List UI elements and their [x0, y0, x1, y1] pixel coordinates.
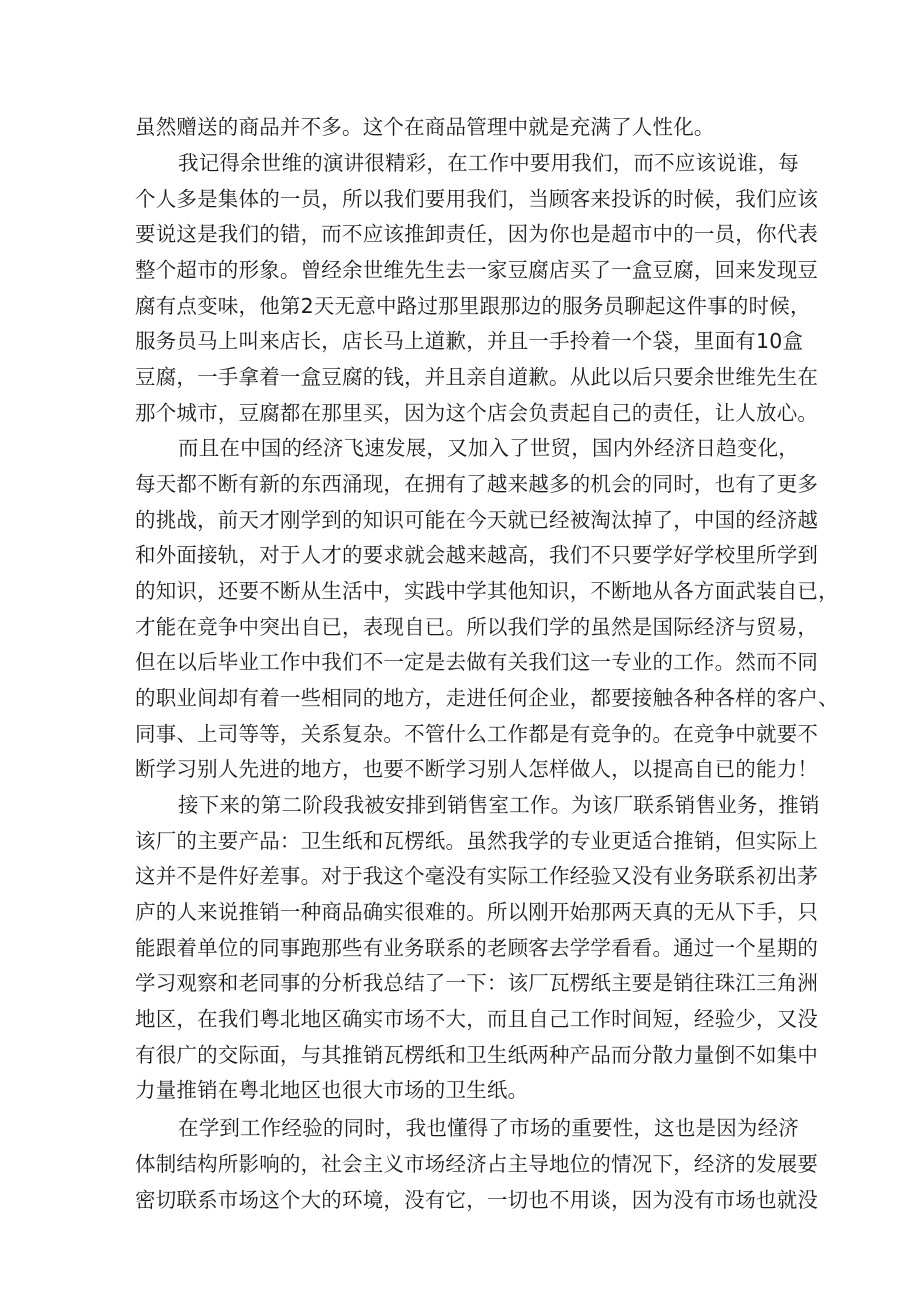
- text-line: 那个城市，豆腐都在那里买，因为这个店会负责起自己的责任，让人放心。: [135, 401, 819, 425]
- text-line: 的职业间却有着一些相同的地方，走进任何企业，都要接触各种各样的客户、: [135, 686, 839, 710]
- text-line: 这并不是件好差事。对于我这个毫没有实际工作经验又没有业务联系初出茅: [135, 864, 819, 888]
- text-line: 同事、上司等等，关系复杂。不管什么工作都是有竞争的。在竞争中就要不: [135, 722, 819, 746]
- text-line: 在学到工作经验的同时，我也懂得了市场的重要性，这也是因为经济: [178, 1116, 799, 1140]
- text-line: 断学习别人先进的地方，也要不断学习别人怎样做人，以提高自已的能力！: [135, 757, 819, 781]
- text-line: 每天都不断有新的东西涌现，在拥有了越来越多的机会的同时，也有了更多: [135, 472, 819, 496]
- text-line: 虽然赠送的商品并不多。这个在商品管理中就是充满了人性化。: [135, 115, 715, 139]
- text-line: 有很广的交际面，与其推销瓦楞纸和卫生纸两种产品而分散力量倒不如集中: [135, 1043, 819, 1067]
- text-line: 庐的人来说推销一种商品确实很难的。所以刚开始那两天真的无从下手，只: [135, 900, 819, 924]
- text-line: 腐有点变味，他第2天无意中路过那里跟那边的服务员聊起这件事的时候，: [135, 294, 811, 318]
- text-line: 学习观察和老同事的分析我总结了一下：该厂瓦楞纸主要是销往珠江三角洲: [135, 971, 819, 995]
- text-line: 的挑战，前天才刚学到的知识可能在今天就已经被淘汰掉了，中国的经济越: [135, 508, 819, 532]
- text-line: 但在以后毕业工作中我们不一定是去做有关我们这一专业的工作。然而不同: [135, 650, 819, 674]
- text-line: 我记得余世维的演讲很精彩，在工作中要用我们，而不应该说谁，每: [178, 151, 799, 175]
- text-line: 个人多是集体的一员，所以我们要用我们，当顾客来投诉的时候，我们应该: [135, 187, 819, 211]
- text-line: 和外面接轨，对于人才的要求就会越来越高，我们不只要学好学校里所学到: [135, 543, 819, 567]
- text-line: 而且在中国的经济飞速发展，又加入了世贸，国内外经济日趋变化，: [178, 436, 799, 460]
- text-line: 能跟着单位的同事跑那些有业务联系的老顾客去学学看看。通过一个星期的: [135, 936, 819, 960]
- text-line: 密切联系市场这个大的环境，没有它，一切也不用谈，因为没有市场也就没: [135, 1188, 819, 1212]
- text-line: 要说这是我们的错，而不应该推卸责任，因为你也是超市中的一员，你代表: [135, 222, 819, 246]
- text-line: 豆腐，一手拿着一盒豆腐的钱，并且亲自道歉。从此以后只要余世维先生在: [135, 365, 819, 389]
- text-line: 地区，在我们粤北地区确实市场不大，而且自己工作时间短，经验少，又没: [135, 1007, 819, 1031]
- text-line: 体制结构所影响的，社会主义市场经济占主导地位的情况下，经济的发展要: [135, 1152, 819, 1176]
- text-line: 服务员马上叫来店长，店长马上道歉，并且一手拎着一个袋，里面有10盒: [135, 329, 804, 353]
- text-line: 整个超市的形象。曾经余世维先生去一家豆腐店买了一盒豆腐，回来发现豆: [135, 258, 819, 282]
- text-line: 力量推销在粤北地区也很大市场的卫生纸。: [135, 1078, 529, 1102]
- text-line: 的知识，还要不断从生活中，实践中学其他知识，不断地从各方面武装自已，: [135, 579, 839, 603]
- text-line: 接下来的第二阶段我被安排到销售室工作。为该厂联系销售业务，推销: [178, 793, 820, 817]
- text-line: 才能在竞争中突出自已，表现自已。所以我们学的虽然是国际经济与贸易，: [135, 615, 819, 639]
- text-line: 该厂的主要产品：卫生纸和瓦楞纸。虽然我学的专业更适合推销，但实际上: [135, 829, 819, 853]
